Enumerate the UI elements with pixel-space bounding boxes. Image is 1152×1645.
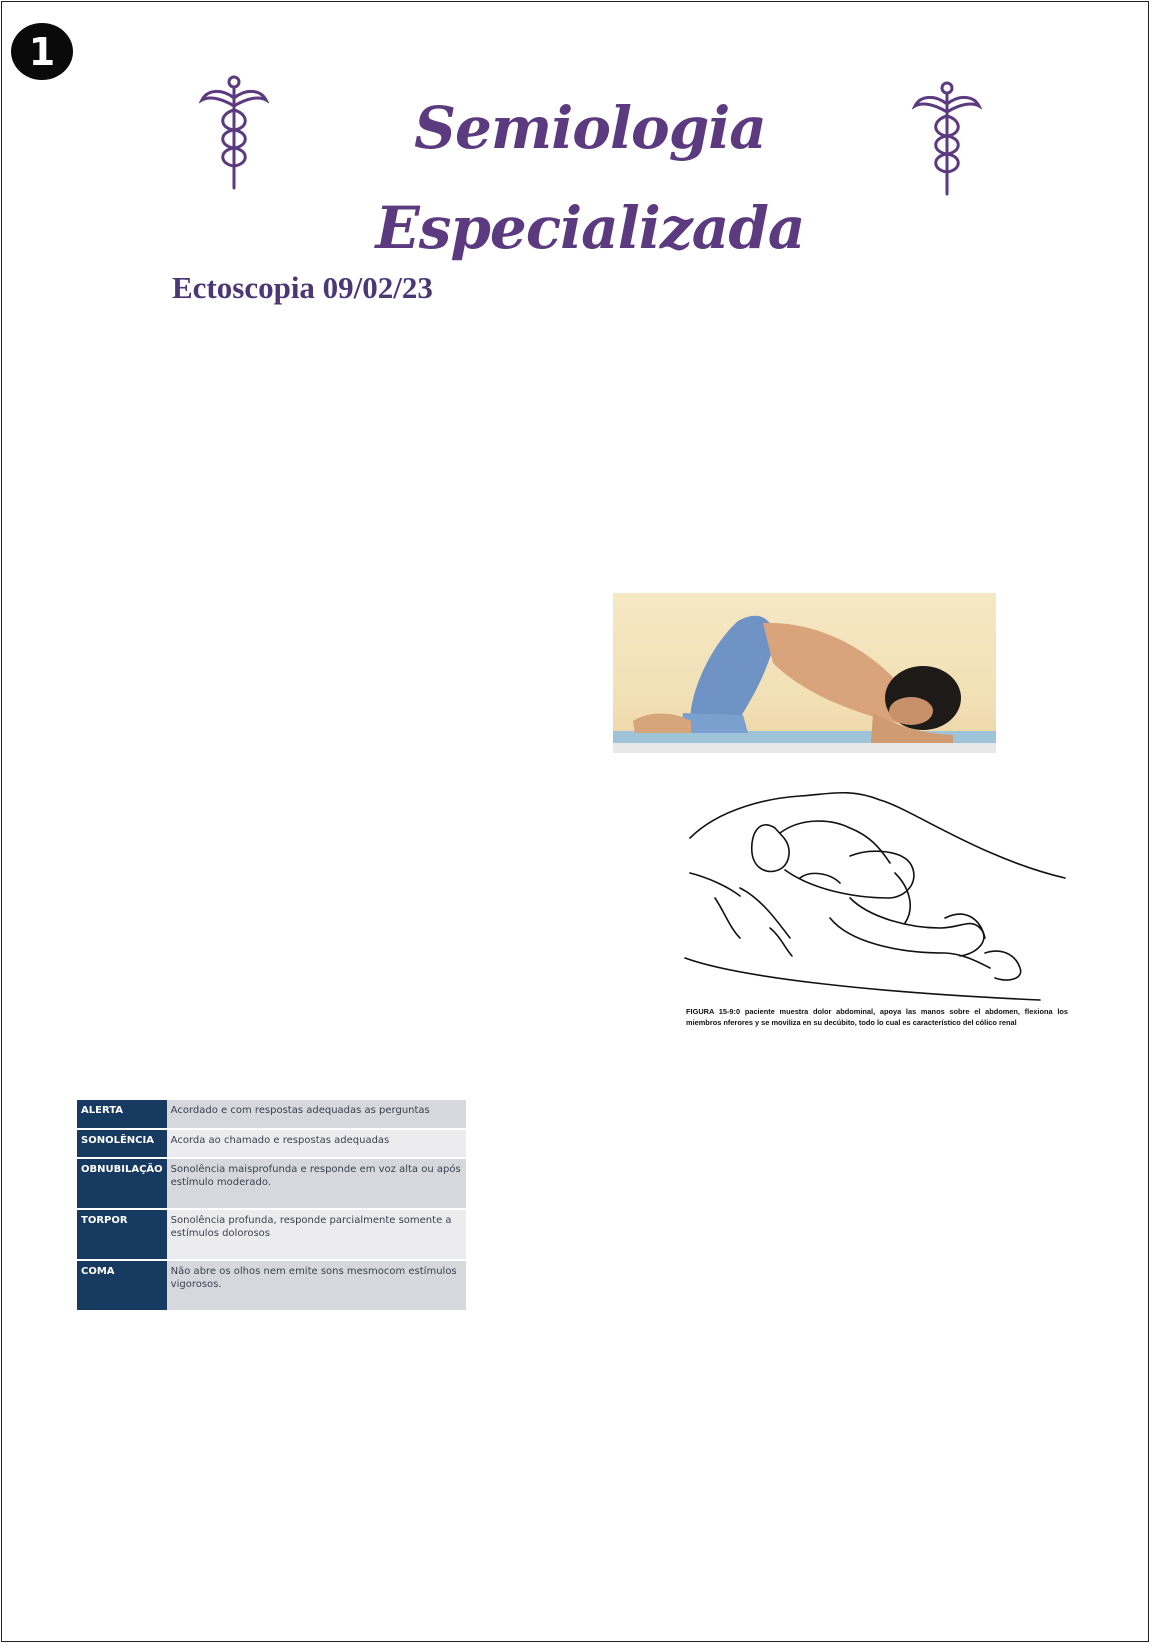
table-row [77, 1158, 466, 1209]
consciousness-levels-table [77, 1100, 466, 1312]
level-cell: COMA [77, 1260, 167, 1311]
figure-caption: FIGURA 15-9:0 paciente muestra dolor abdominal, apoya las manos sobre el abdomen, flexiona los miembros nferores y se moviliza en su decúbito, todo lo cual es característico del cólico renal [686, 1007, 1068, 1027]
level-cell: ALERTA [77, 1100, 167, 1129]
description-cell: Não abre os olhos nem emite sons mesmocom estímulos vigorosos. [167, 1260, 466, 1311]
renal-colic-figure [680, 778, 1072, 1033]
caduceus-icon [199, 74, 269, 192]
table-row [77, 1209, 466, 1260]
description-cell: Sonolência profunda, responde parcialmente somente a estímulos dolorosos [167, 1209, 466, 1260]
level-cell: OBNUBILAÇÃO [77, 1158, 167, 1209]
header-title: Semiologia Especializada [375, 94, 805, 262]
table-row [77, 1260, 466, 1311]
prayer-position-photo [613, 593, 996, 753]
section-title: Ectoscopia 09/02/23 [172, 270, 433, 305]
level-cell: SONOLÊNCIA [77, 1129, 167, 1158]
renal-colic-drawing [680, 778, 1072, 1003]
description-cell: Sonolência maisprofunda e responde em voz alta ou após estímulo moderado. [167, 1158, 466, 1209]
table-row [77, 1129, 466, 1158]
description-cell: Acordado e com respostas adequadas as perguntas [167, 1100, 466, 1129]
table-row [77, 1100, 466, 1129]
page-number-badge: 1 [11, 23, 73, 80]
caduceus-icon [912, 80, 982, 198]
description-cell: Acorda ao chamado e respostas adequadas [167, 1129, 466, 1158]
level-cell: TORPOR [77, 1209, 167, 1260]
